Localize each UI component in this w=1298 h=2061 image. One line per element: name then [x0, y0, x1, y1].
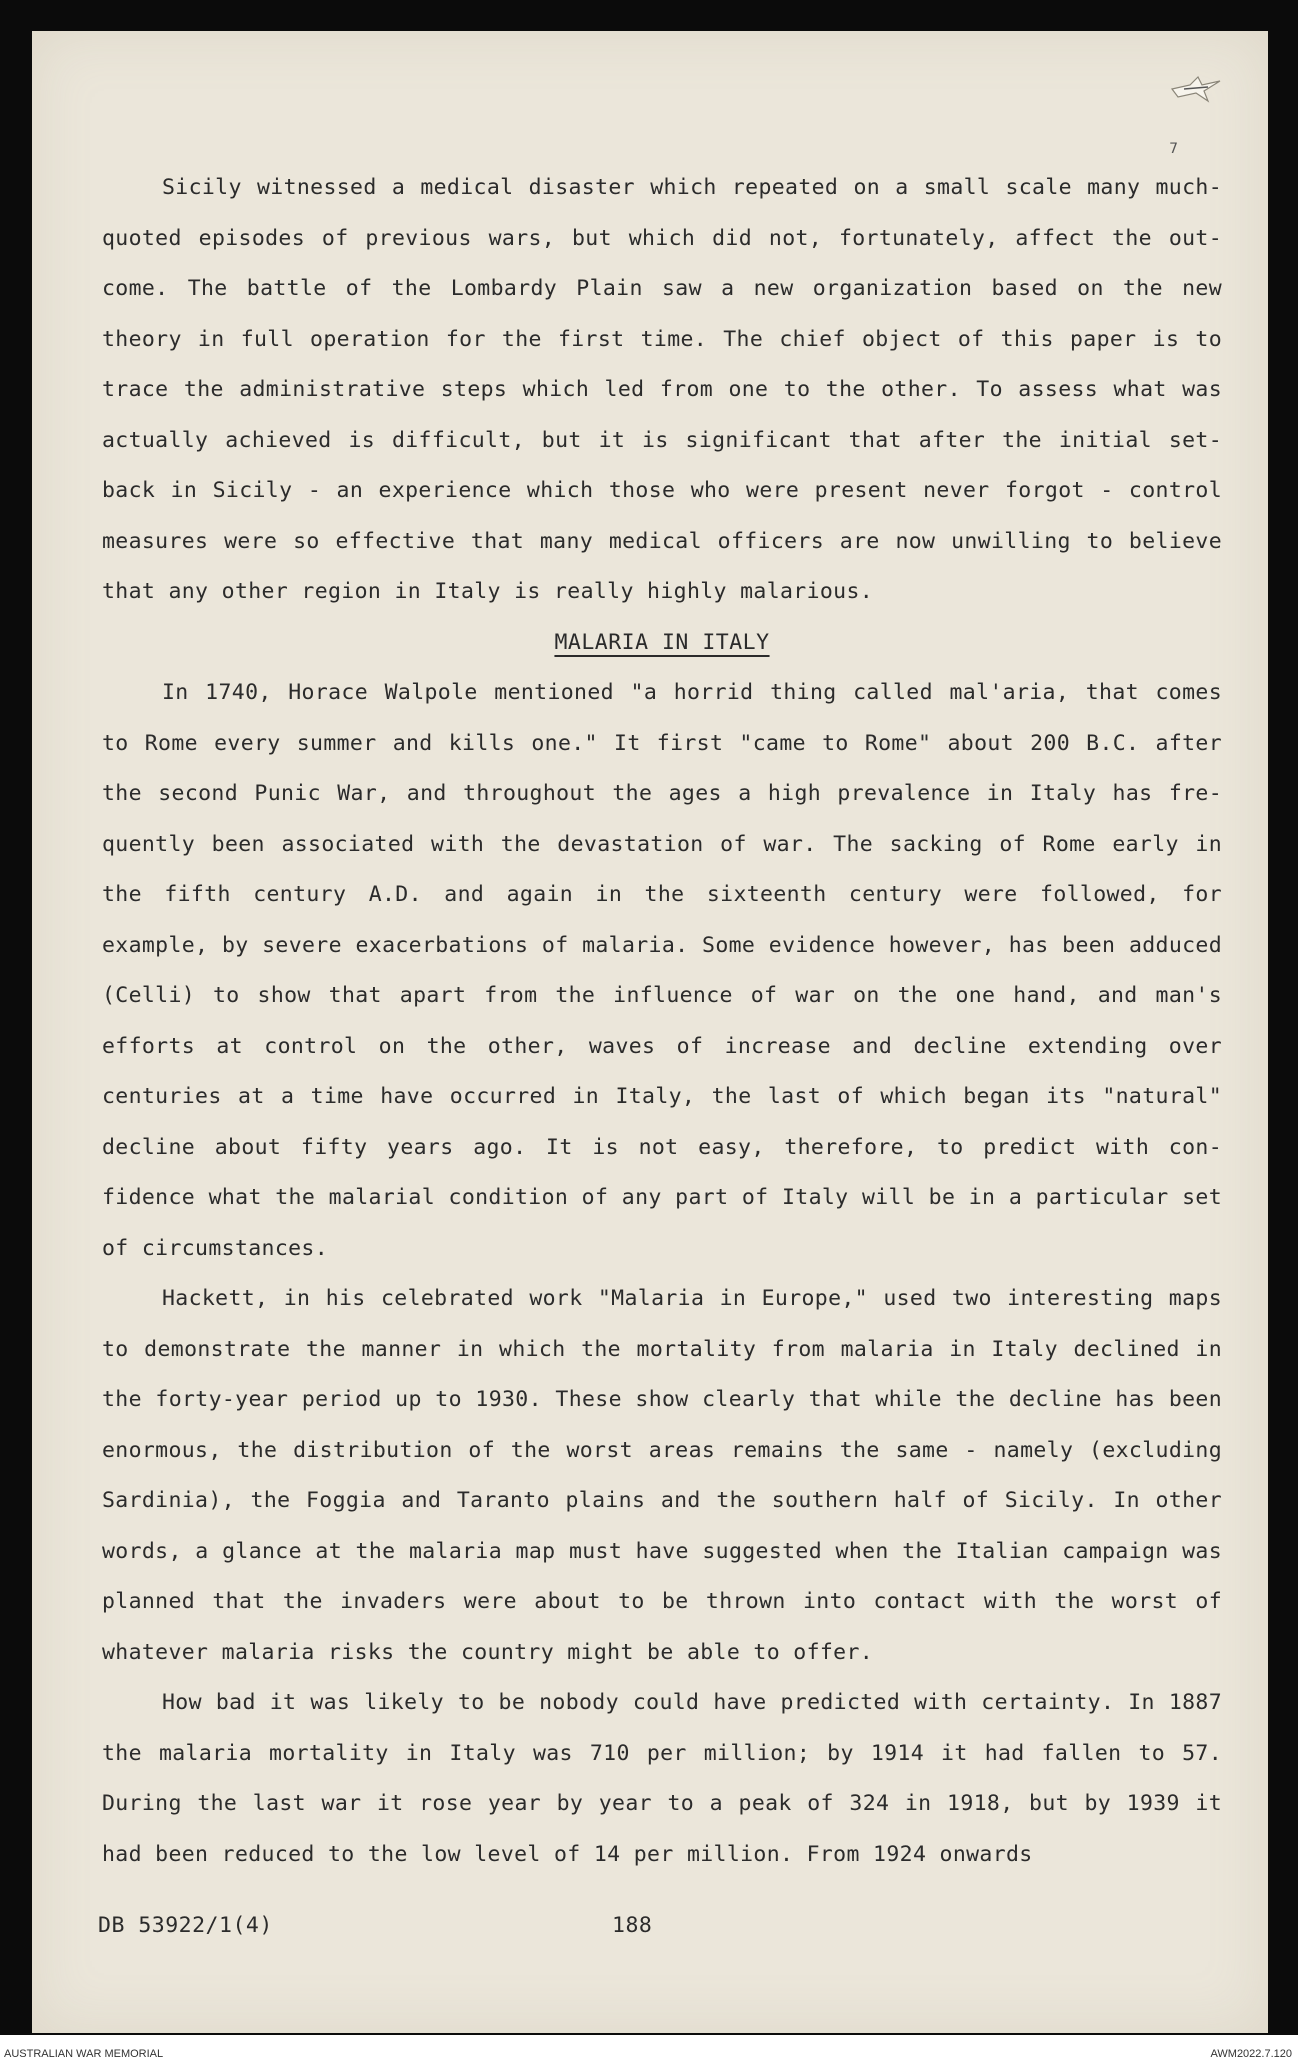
archive-id: AWM2022.7.120 [1210, 2048, 1292, 2060]
document-reference: DB 53922/1(4) [98, 1913, 273, 1938]
section-heading: MALARIA IN ITALY [554, 629, 770, 655]
margin-mark: 7 [1169, 141, 1178, 157]
paper-crease-mark [1168, 71, 1224, 105]
paragraph-mortality: How bad it was likely to be nobody could have predicted with certainty. In 1887 the malaria mortality in Italy was 710 per million; by 1914 it had fallen to 57. During the last war it rose year by year to a peak of 324 in 1918, but by 1939 it had been reduced to the low level of 14 per million. From 1924 onwards [102, 1690, 1222, 1867]
document-page [32, 31, 1268, 2033]
archive-caption-strip [0, 2035, 1298, 2061]
intro-paragraph: Sicily witnessed a medical disaster which repeated on a small scale many much-quoted episodes of previous wars, but which did not, fortunately, affect the out-come. The battle of the Lombardy Plain saw a new organization based on the new theory in full operation for the first time. The chief object of this paper is to trace the administrative steps which led from one to the other. To assess what was actually achieved is difficult, but it is significant that after the initial set-back in Sicily - an experience which those who were present never forgot - control measures were so effective that many medical officers are now unwilling to believe that any other region in Italy is really highly malarious. [102, 175, 1222, 604]
archive-name: AUSTRALIAN WAR MEMORIAL [4, 2048, 164, 2060]
page-number: 188 [612, 1913, 653, 1938]
paragraph-hackett: Hackett, in his celebrated work "Malaria in Europe," used two interesting maps to demonstrate the manner in which the mortality from malaria in Italy declined in the forty-year period up to 1930. These show clearly that while the decline has been enormous, the distribution of the worst areas remains the same - namely (excluding Sardinia), the Foggia and Taranto plains and the southern half of Sicily. In other words, a glance at the malaria map must have suggested when the Italian campaign was planned that the invaders were about to be thrown into contact with the worst of whatever malaria risks the country might be able to offer. [102, 1286, 1222, 1665]
paragraph-walpole: In 1740, Horace Walpole mentioned "a horrid thing called mal'aria, that comes to Rome every summer and kills one." It first "came to Rome" about 200 B.C. after the second Punic War, and throughout the ages a high prevalence in Italy has fre-quently been associated with the devastation of war. The sacking of Rome early in the fifth century A.D. and again in the sixteenth century were followed, for example, by severe exacerbations of malaria. Some evidence however, has been adduced (Celli) to show that apart from the influence of war on the one hand, and man's efforts at control on the other, waves of increase and decline extending over centuries at a time have occurred in Italy, the last of which began its "natural" decline about fifty years ago. It is not easy, therefore, to predict with con-fidence what the malarial condition of any part of Italy will be in a particular set of circumstances. [102, 680, 1222, 1261]
document-body [102, 163, 1222, 1880]
